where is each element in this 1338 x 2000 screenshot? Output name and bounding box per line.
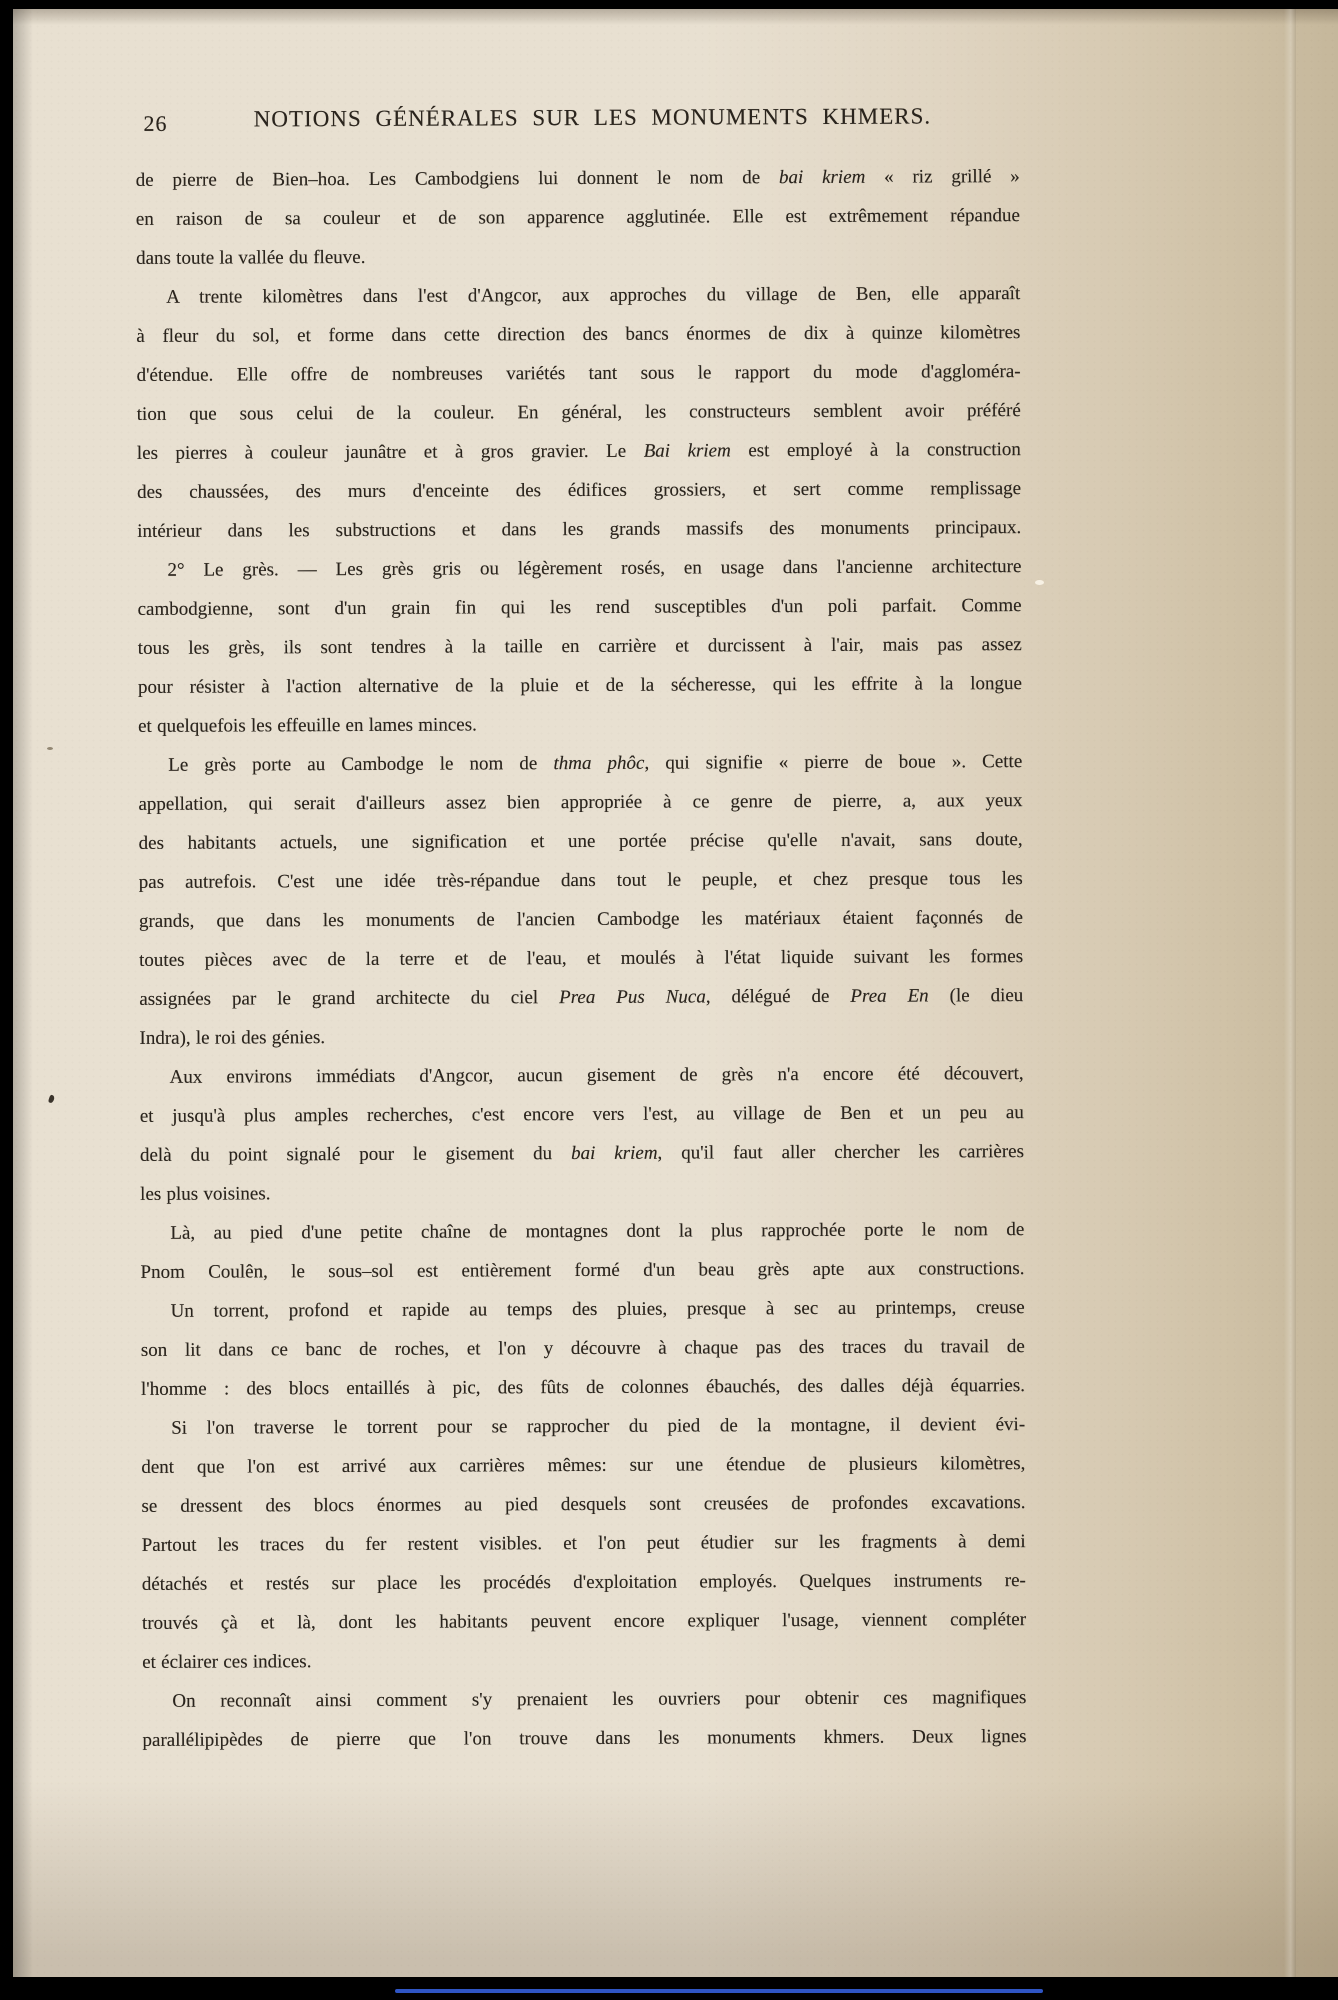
text-segment: dans toute la vallée du fleuve. (136, 246, 366, 269)
italic-term: Prea Pus Nuca (559, 986, 706, 1009)
text-segment: des chaussées, des murs d'enceinte des édifices grossiers, et sert comme remplissage (137, 478, 1022, 503)
text-segment: pour résister à l'action alternative de la pluie et de la sécheresse, qui les effrite à la longue (137, 673, 1022, 698)
paragraph (138, 742, 1023, 1058)
text-line (140, 1171, 1024, 1214)
paragraph (137, 547, 1022, 746)
text-line (141, 1483, 1025, 1526)
scan-speck (1035, 580, 1044, 585)
text-line (137, 391, 1021, 434)
text-line (136, 196, 1020, 239)
text-segment: et quelquefois les effeuille en lames minces. (138, 714, 477, 737)
text-segment: assignées par le grand architecte du ciel (139, 987, 560, 1010)
text-line (139, 937, 1023, 980)
text-line (142, 1678, 1026, 1721)
text-line (141, 1444, 1025, 1487)
italic-term: thma phôc (553, 752, 645, 775)
text-line (139, 859, 1023, 902)
text-line (142, 1561, 1026, 1604)
text-line (137, 508, 1021, 551)
text-segment: toutes pièces avec de la terre et de l'eau, et moulés à l'état liquide suivant les formes (139, 946, 1024, 971)
text-segment: trouvés çà et là, dont les habitants peuvent encore expliquer l'usage, viennent compléter (141, 1609, 1027, 1634)
text-line (140, 1210, 1024, 1253)
italic-term: bai kriem (571, 1142, 658, 1165)
scan-speck (48, 1094, 55, 1103)
paragraph (140, 1210, 1024, 1292)
text-segment: se dressent des blocs énormes au pied desquels sont creusées de profondes excavations. (141, 1492, 1026, 1517)
text-line (139, 820, 1023, 863)
text-segment: Là, au pied d'une petite chaîne de montagnes dont la plus rapprochée porte le nom de (170, 1219, 1025, 1244)
page-header (135, 103, 1019, 139)
text-segment: « riz grillé » (865, 166, 1020, 188)
text-segment: Pnom Coulên, le sous–sol est entièrement formé d'un beau grès apte aux constructions. (140, 1258, 1025, 1283)
text-line (138, 586, 1022, 629)
text-line (140, 1132, 1024, 1175)
text-segment: (le dieu (928, 985, 1024, 1007)
text-segment: son lit dans ce banc de roches, et l'on y découvre à chaque pas des traces du travail de (140, 1336, 1025, 1361)
text-line (141, 1405, 1025, 1448)
running-title: NOTIONS GÉNÉRALES SUR LES MONUMENTS KHMERS. (253, 103, 932, 132)
scan-line-blue (395, 1989, 1043, 1993)
paragraph (141, 1405, 1026, 1682)
text-line (140, 1054, 1024, 1097)
text-line (136, 313, 1020, 356)
text-segment: les pierres à couleur jaunâtre et à gros gravier. Le (136, 440, 644, 464)
text-segment: 2° Le grès. — Les grès gris ou légèrement rosés, en usage dans l'ancienne architecture (167, 556, 1022, 581)
text-line (136, 157, 1020, 200)
text-segment: détachés et restés sur place les procédés d'exploitation employés. Quelques instruments re- (141, 1570, 1026, 1595)
text-segment: d'étendue. Elle offre de nombreuses variétés tant sous le rapport du mode d'aggloméra- (136, 361, 1021, 386)
text-line (138, 781, 1022, 824)
text-segment: pas autrefois. C'est une idée très-répandue dans tout le peuple, et chez presque tous les (138, 868, 1023, 893)
text-segment: est employé à la construction (730, 439, 1021, 462)
text-segment: Partout les traces du fer restent visibles. et l'on peut étudier sur les fragments à demi (141, 1531, 1026, 1556)
italic-term: bai kriem (778, 166, 866, 189)
text-segment: appellation, qui serait d'ailleurs assez bien appropriée à ce genre de pierre, a, aux yeux (138, 790, 1023, 815)
text-segment: Indra), le roi des génies. (139, 1027, 326, 1049)
text-segment: l'homme : des blocs entaillés à pic, des fûts de colonnes ébauchés, des dalles déjà équarries. (140, 1375, 1026, 1400)
text-segment: tous les grès, ils sont tendres à la taille en carrière et durcissent à l'air, mais pas assez (137, 634, 1022, 659)
text-line (142, 1639, 1026, 1682)
text-line (138, 625, 1022, 668)
text-segment: les plus voisines. (140, 1183, 271, 1205)
text-block (136, 157, 1027, 1760)
scan-bottom-band (0, 1977, 1338, 2000)
text-line (142, 1717, 1026, 1760)
text-segment: à fleur du sol, et forme dans cette direction des bancs énormes de dix à quinze kilomètres (136, 322, 1021, 347)
text-segment: Un torrent, profond et rapide au temps des pluies, presque à sec au printemps, creuse (170, 1297, 1025, 1322)
text-segment: On reconnaît ainsi comment s'y prenaient les ouvriers pour obtenir ces magnifiques (172, 1687, 1027, 1712)
text-line (141, 1366, 1025, 1409)
text-segment: A trente kilomètres dans l'est d'Angcor, aux approches du village de Ben, elle apparaît (166, 283, 1021, 308)
text-segment: et jusqu'à plus amples recherches, c'est encore vers l'est, au village de Ben et un peu au (139, 1102, 1024, 1127)
page-number: 26 (143, 110, 168, 136)
text-segment: , délégué de (705, 985, 851, 1008)
page-edge-crease (1284, 9, 1296, 1977)
text-line (138, 664, 1022, 707)
text-segment: parallélipipèdes de pierre que l'on trouve dans les monuments khmers. Deux lignes (142, 1726, 1027, 1751)
page-content (135, 103, 1026, 1760)
text-segment: dent que l'on est arrivé aux carrières mêmes: sur une étendue de plusieurs kilomètres, (141, 1453, 1026, 1478)
text-line (139, 898, 1023, 941)
text-line (141, 1327, 1025, 1370)
italic-term: Prea En (850, 985, 929, 1007)
paragraph (142, 1678, 1026, 1760)
text-line (137, 547, 1021, 590)
italic-term: Bai kriem (643, 440, 731, 462)
text-segment: en raison de sa couleur et de son apparence agglutinée. Elle est extrêmement répandue (135, 205, 1020, 230)
text-segment: de pierre de Bien–hoa. Les Cambodgiens lui donnent le nom de (135, 167, 780, 191)
text-segment: , qui signifie « pierre de boue ». Cette (644, 751, 1023, 774)
text-segment: , qu'il faut aller chercher les carrières (657, 1141, 1025, 1164)
paragraph (136, 157, 1021, 278)
text-line (138, 742, 1022, 785)
text-line (140, 1249, 1024, 1292)
text-line (142, 1600, 1026, 1643)
text-segment: intérieur dans les substructions et dans les grands massifs des monuments principaux. (137, 517, 1022, 542)
text-line (139, 1015, 1023, 1058)
text-line (142, 1522, 1026, 1565)
paragraph (140, 1054, 1025, 1214)
text-line (136, 235, 1020, 278)
page-paper (13, 9, 1338, 1977)
text-line (140, 1093, 1024, 1136)
text-segment: Le grès porte au Cambodge le nom de (168, 753, 554, 776)
paragraph (136, 274, 1021, 551)
text-line (136, 352, 1020, 395)
text-segment: cambodgienne, sont d'un grain fin qui les rend susceptibles d'un poli parfait. Comme (137, 595, 1022, 620)
text-line (139, 976, 1023, 1019)
text-line (138, 703, 1022, 746)
text-line (137, 469, 1021, 512)
text-segment: et éclairer ces indices. (142, 1651, 312, 1673)
text-line (141, 1288, 1025, 1331)
text-line (137, 430, 1021, 473)
text-segment: Si l'on traverse le torrent pour se rapprocher du pied de la montagne, il devient évi- (171, 1414, 1026, 1439)
text-segment: grands, que dans les monuments de l'ancien Cambodge les matériaux étaient façonnés de (138, 907, 1023, 932)
text-line (136, 274, 1020, 317)
text-segment: delà du point signalé pour le gisement du (139, 1143, 572, 1166)
scan-speck (47, 747, 53, 750)
text-segment: des habitants actuels, une signification et une portée précise qu'elle n'avait, sans doute, (138, 829, 1023, 854)
text-segment: Aux environs immédiats d'Angcor, aucun gisement de grès n'a encore été découvert, (169, 1063, 1024, 1088)
text-segment: tion que sous celui de la couleur. En général, les constructeurs semblent avoir préféré (136, 400, 1021, 425)
paragraph (141, 1288, 1026, 1409)
